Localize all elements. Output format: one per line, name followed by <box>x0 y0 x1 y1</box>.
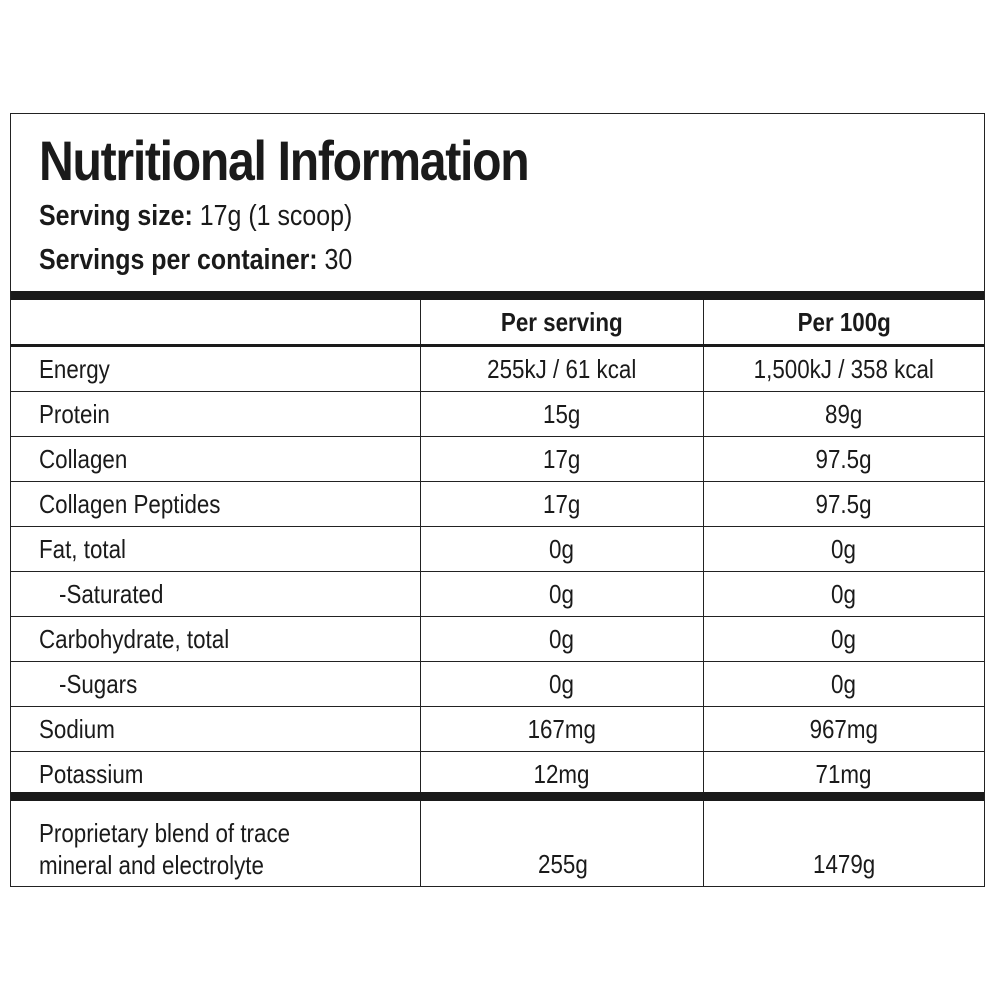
blend-per-100g-cell <box>703 801 984 886</box>
table-row <box>11 617 984 662</box>
row-per-serving: 0g <box>549 578 574 609</box>
header-per-100g-text: Per 100g <box>797 306 891 337</box>
row-per-100g: 0g <box>831 623 857 654</box>
blend-per-serving: 255g <box>537 849 588 879</box>
row-per-serving: 0g <box>549 623 574 654</box>
row-per-serving: 12mg <box>533 758 590 789</box>
row-per-100g: 0g <box>831 533 857 564</box>
row-label: -Sugars <box>59 668 138 699</box>
row-label: Carbohydrate, total <box>39 623 230 654</box>
header-per-100g <box>703 300 984 346</box>
blend-label-cell <box>11 801 420 886</box>
header-per-serving-text: Per serving <box>500 306 623 337</box>
row-per-100g: 89g <box>825 398 863 429</box>
blend-label-line2: mineral and electrolyte <box>39 850 264 880</box>
serving-size <box>39 200 352 233</box>
row-per-serving: 0g <box>549 533 574 564</box>
blend-per-100g: 1479g <box>812 849 876 879</box>
blend-row <box>11 801 984 886</box>
row-per-100g: 71mg <box>815 758 872 789</box>
row-per-serving: 167mg <box>527 713 596 744</box>
table-row <box>11 437 984 482</box>
nutrition-panel <box>10 113 985 887</box>
row-per-serving: 0g <box>549 668 574 699</box>
row-label: -Saturated <box>59 578 164 609</box>
top-divider <box>11 291 984 300</box>
row-label: Energy <box>39 353 110 384</box>
servings-per-container-label: Servings per container: <box>39 244 318 276</box>
table-row <box>11 482 984 527</box>
table-row <box>11 527 984 572</box>
row-per-100g: 97.5g <box>815 488 872 519</box>
row-per-serving: 15g <box>542 398 581 429</box>
table-row <box>11 662 984 707</box>
page-title: Nutritional Information <box>39 129 529 192</box>
header-label <box>11 300 420 346</box>
table-row <box>11 707 984 752</box>
blend-label-line1: Proprietary blend of trace <box>39 818 291 848</box>
row-per-serving: 255kJ / 61 kcal <box>486 353 637 384</box>
row-per-100g: 0g <box>831 668 857 699</box>
table-header-row <box>11 300 984 346</box>
row-label: Collagen <box>39 443 128 474</box>
row-label: Collagen Peptides <box>39 488 221 519</box>
row-label: Fat, total <box>39 533 126 564</box>
blend-divider <box>11 792 984 801</box>
serving-size-value: 17g (1 scoop) <box>199 200 353 232</box>
nutrition-table <box>11 300 984 797</box>
row-label: Sodium <box>39 713 115 744</box>
table-row <box>11 572 984 617</box>
row-per-100g: 967mg <box>809 713 878 744</box>
row-per-100g: 97.5g <box>815 443 872 474</box>
servings-per-container-value: 30 <box>324 244 353 276</box>
table-row <box>11 346 984 392</box>
row-per-serving: 17g <box>542 488 581 519</box>
panel-header <box>11 114 984 292</box>
row-per-100g: 0g <box>831 578 857 609</box>
serving-size-label: Serving size: <box>39 200 193 232</box>
row-per-100g: 1,500kJ / 358 kcal <box>753 353 934 384</box>
header-per-serving <box>420 300 703 346</box>
blend-label <box>39 817 290 881</box>
row-label: Potassium <box>39 758 144 789</box>
table-row <box>11 392 984 437</box>
row-per-serving: 17g <box>542 443 581 474</box>
blend-per-serving-cell <box>420 801 704 886</box>
row-label: Protein <box>39 398 110 429</box>
servings-per-container <box>39 244 352 277</box>
table-row <box>11 752 984 797</box>
